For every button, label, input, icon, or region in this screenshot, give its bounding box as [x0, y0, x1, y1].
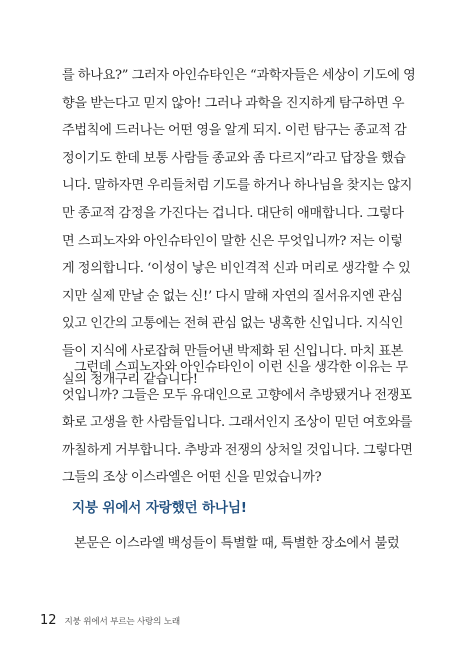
text-line: 들이 지식에 사로잡혀 만들어낸 박제화 된 신입니다. 마치 표본	[62, 343, 404, 359]
text-line: 있고 인간의 고통에는 전혀 관심 없는 냉혹한 신입니다. 지식인	[62, 316, 404, 332]
body-paragraph-2	[62, 354, 413, 492]
text-line: 주법칙에 드러나는 어떤 영을 알게 되지. 이런 탐구는 종교적 감	[62, 123, 407, 139]
running-title: 지붕 위에서 부르는 사랑의 노래	[64, 617, 180, 627]
text-line: 면 스피노자와 아인슈타인이 말한 신은 무엇입니까? 저는 이렇	[62, 233, 403, 249]
page-footer	[40, 613, 180, 628]
text-line: 까칠하게 거부합니다. 추방과 전쟁의 상처일 것입니다. 그렇다면	[62, 442, 413, 458]
section-heading: 지붕 위에서 자랑했던 하나님!	[72, 500, 247, 516]
text-line: 엇입니까? 그들은 모두 유대인으로 고향에서 추방됐거나 전쟁포	[62, 387, 412, 403]
text-line: 본문은 이스라엘 백성들이 특별할 때, 특별한 장소에서 불렀	[74, 536, 400, 551]
body-paragraph-3	[62, 530, 400, 558]
page-number: 12	[40, 613, 57, 628]
text-line: 니다. 말하자면 우리들처럼 기도를 하거나 하나님을 찾지는 않지	[62, 178, 413, 194]
text-line: 를 하나요?” 그러자 아인슈타인은 “과학자들은 세상이 기도에 영	[62, 68, 416, 83]
text-line: 실의 청개구리 같습니다!	[62, 371, 198, 387]
text-line: 향을 받는다고 믿지 않아! 그러나 과학을 진지하게 탐구하면 우	[62, 95, 405, 111]
text-line: 그들의 조상 이스라엘은 어떤 신을 믿었습니까?	[62, 470, 322, 486]
text-line: 만 종교적 감정을 가진다는 겁니다. 대단히 애매합니다. 그렇다	[62, 205, 404, 221]
text-line: 게 정의합니다. ‘이성이 낳은 비인격적 신과 머리로 생각할 수 있	[62, 261, 411, 277]
body-paragraph-1	[62, 62, 416, 393]
text-line: 화로 고생을 한 사람들입니다. 그래서인지 조상이 믿던 여호와를	[62, 415, 413, 431]
text-line: 정이기도 한데 보통 사람들 종교와 좀 다르지”라고 답장을 했습	[62, 150, 406, 166]
text-line: 지만 실제 만날 순 없는 신!’ 다시 말해 자연의 질서유지엔 관심	[62, 288, 403, 304]
text-line: 그런데 스피노자와 아인슈타인이 이런 신을 생각한 이유는 무	[74, 360, 408, 375]
